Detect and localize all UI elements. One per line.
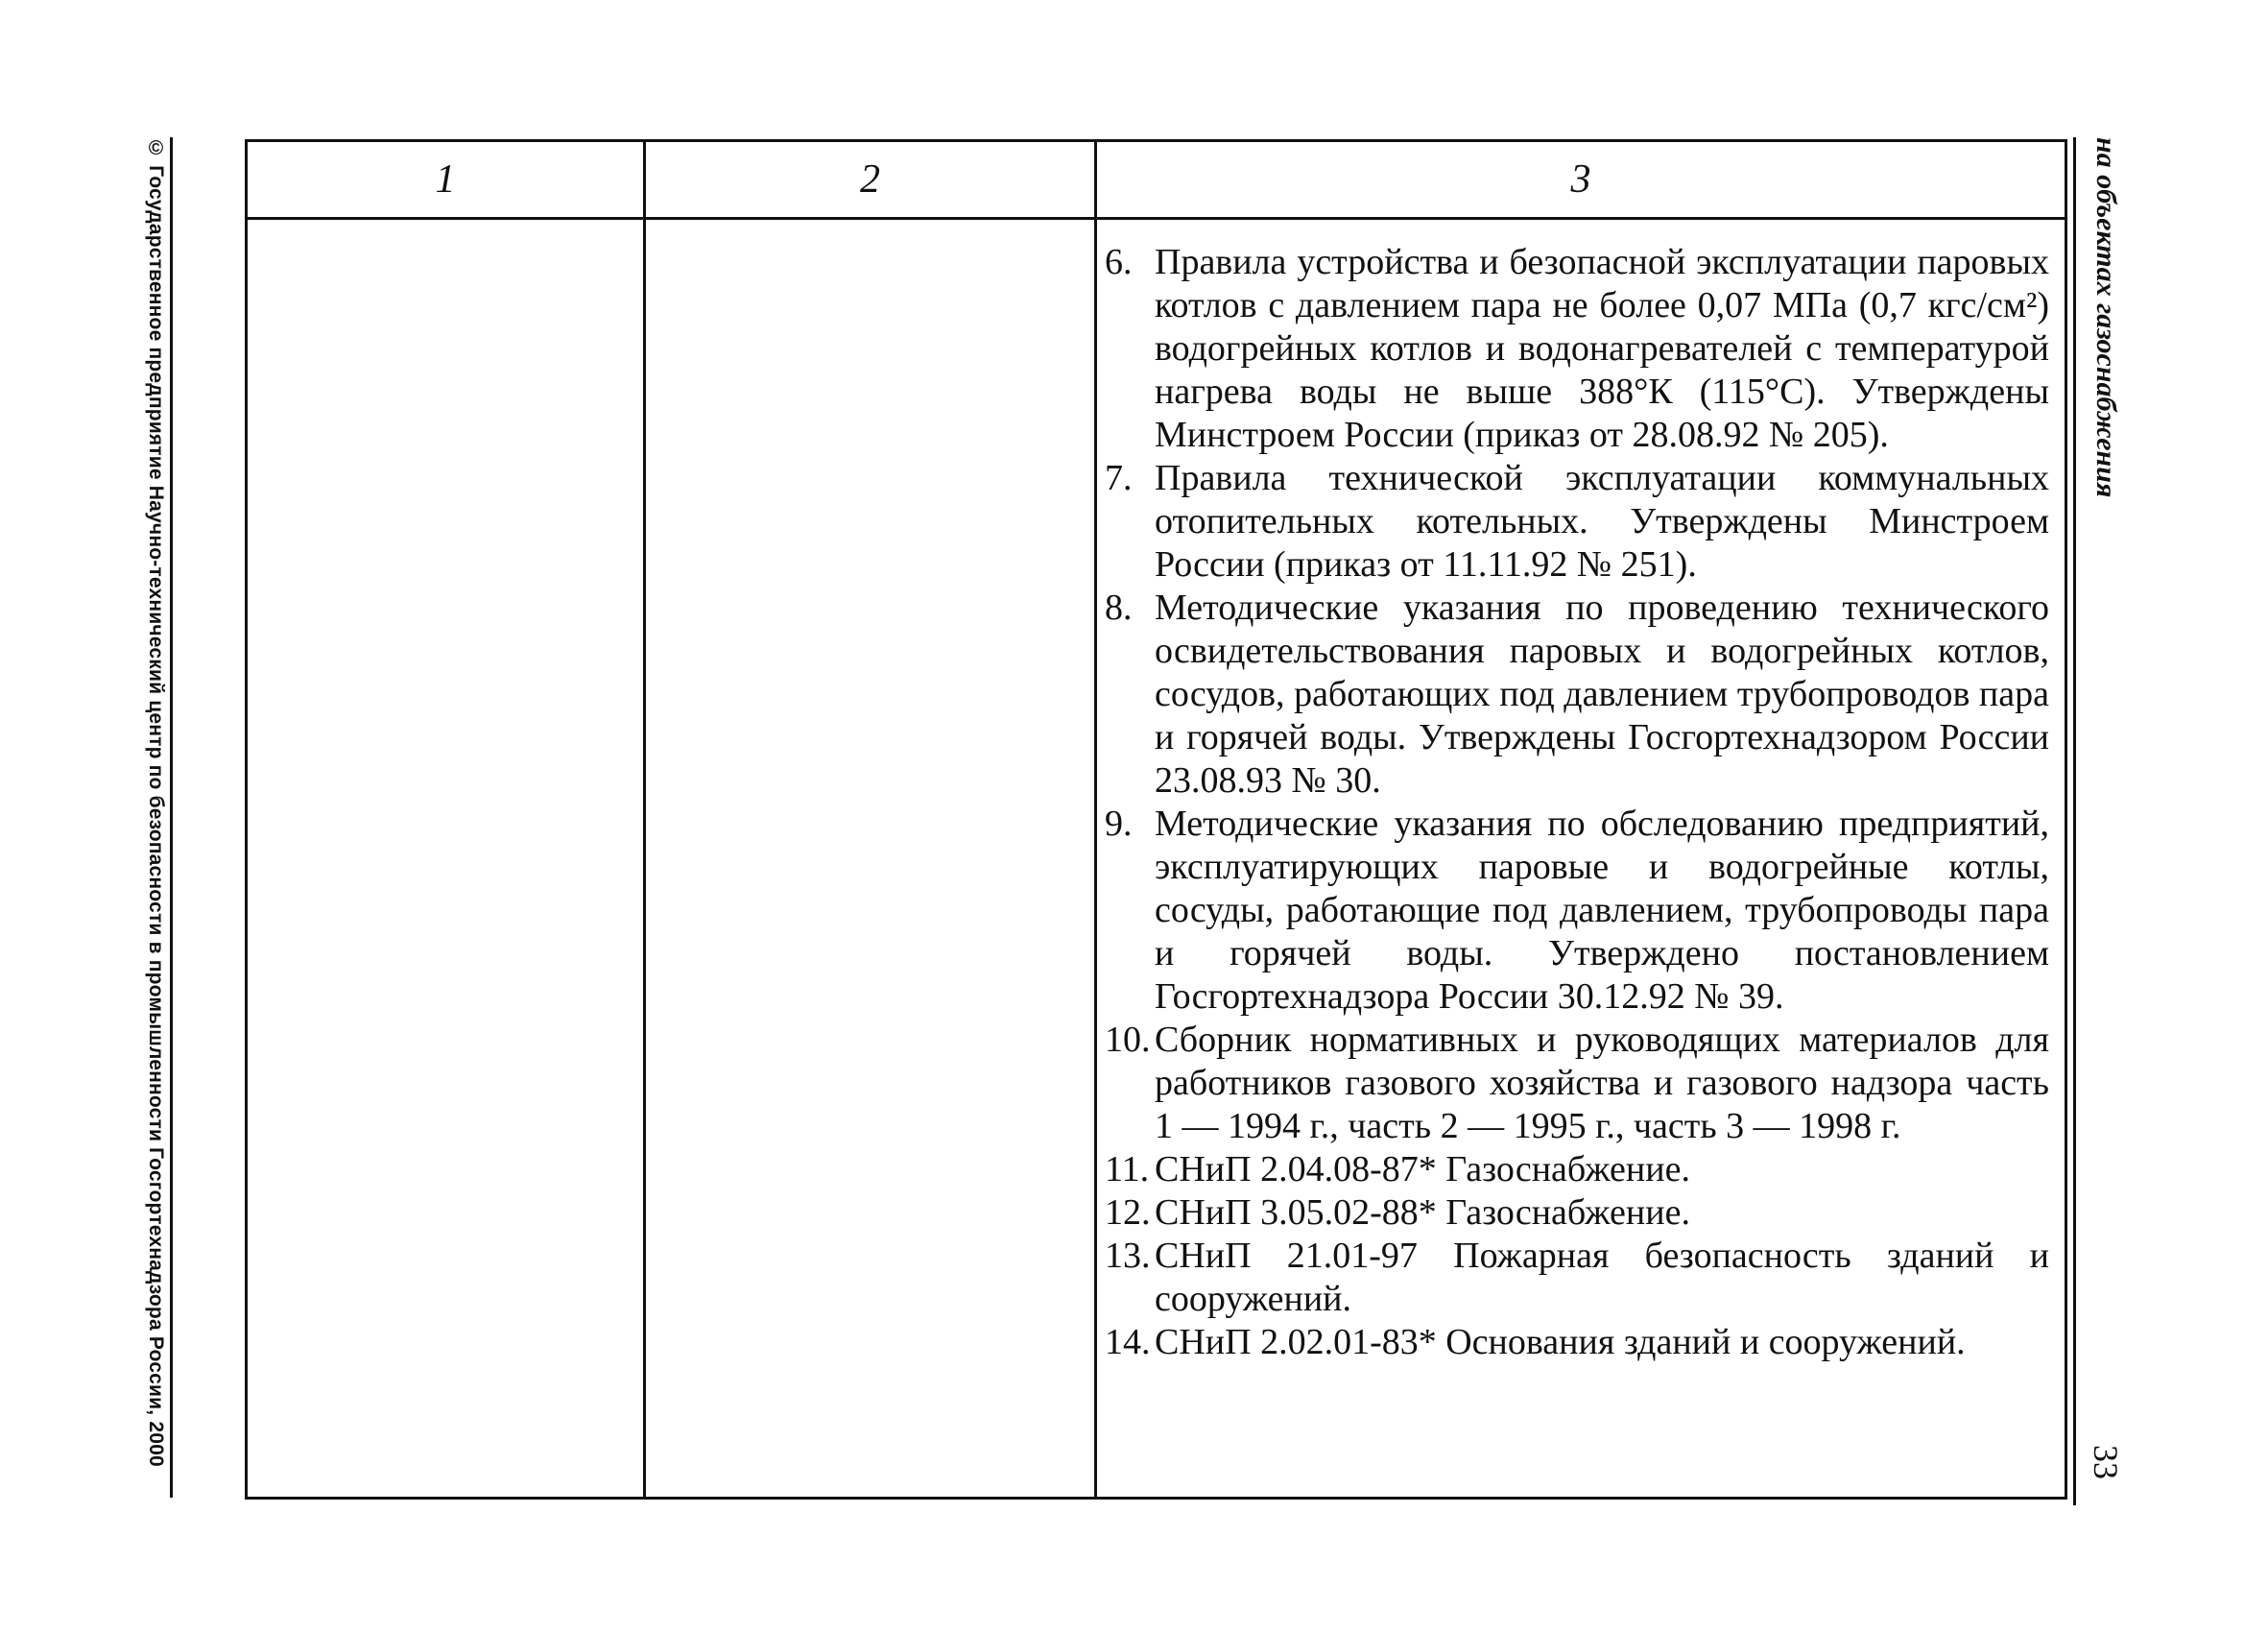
list-item bbox=[1105, 587, 2049, 803]
list-item bbox=[1105, 1019, 2049, 1148]
item-number: 12. bbox=[1105, 1192, 1151, 1233]
item-text: Правила устройства и безопасной эксплуатации паровых котлов с давлением пара не более 0,07 МПа (0,7 кгс/см²) водогрейных котлов и водонагревателей с температурой нагрева воды не выше 388°К (115°С). Утверждены Минстроем России (приказ от 28.08.92 № 205). bbox=[1155, 242, 2049, 455]
table-header-row bbox=[247, 141, 2066, 219]
item-number: 13. bbox=[1105, 1236, 1151, 1276]
item-number: 14. bbox=[1105, 1322, 1151, 1362]
list-item bbox=[1105, 241, 2049, 457]
item-text: Правила технической эксплуатации коммунальных отопительных котельных. Утверждены Минстроем России (приказ от 11.11.92 № 251). bbox=[1155, 458, 2049, 585]
table-row bbox=[247, 219, 2066, 1499]
item-number: 10. bbox=[1105, 1020, 1151, 1060]
item-number: 9. bbox=[1105, 804, 1133, 844]
column-3-cell bbox=[1096, 219, 2066, 1499]
left-margin-copyright bbox=[142, 137, 171, 1498]
right-margin-rule bbox=[2073, 137, 2076, 1505]
column-2-cell bbox=[645, 219, 1096, 1499]
right-margin bbox=[2073, 137, 2131, 1505]
column-1-cell bbox=[247, 219, 645, 1499]
item-text: СНиП 3.05.02-88* Газоснабжение. bbox=[1155, 1192, 1690, 1233]
copyright-text: © Государственное предприятие Научно-технический центр по безопасности в промышленности Госгортехнадзора России, 2000 bbox=[145, 137, 167, 1467]
item-number: 8. bbox=[1105, 588, 1133, 628]
list-item bbox=[1105, 1191, 2049, 1235]
list-item bbox=[1105, 457, 2049, 587]
column-header-3: 3 bbox=[1096, 141, 2066, 219]
column-header-2: 2 bbox=[645, 141, 1096, 219]
page-number: 33 bbox=[2087, 1445, 2125, 1479]
item-text: Сборник нормативных и руководящих материалов для работников газового хозяйства и газового надзора часть 1 — 1994 г., часть 2 — 1995 г., часть 3 — 1998 г. bbox=[1155, 1020, 2049, 1146]
item-text: СНиП 2.02.01-83* Основания зданий и сооружений. bbox=[1155, 1322, 1966, 1362]
document-table bbox=[245, 139, 2067, 1500]
list-item bbox=[1105, 1148, 2049, 1191]
item-text: Методические указания по обследованию предприятий, эксплуатирующих паровые и водогрейные котлы, сосуды, работающие под давлением, трубопроводы пара и горячей воды. Утверждено постановлением Госгортехнадзора России 30.12.92 № 39. bbox=[1155, 804, 2049, 1017]
column-header-1: 1 bbox=[247, 141, 645, 219]
item-number: 11. bbox=[1105, 1149, 1150, 1189]
item-number: 7. bbox=[1105, 458, 1133, 498]
item-number: 6. bbox=[1105, 242, 1133, 282]
references-list bbox=[1097, 220, 2065, 1364]
list-item bbox=[1105, 803, 2049, 1019]
item-text: СНиП 2.04.08-87* Газоснабжение. bbox=[1155, 1149, 1690, 1189]
list-item bbox=[1105, 1321, 2049, 1364]
item-text: Методические указания по проведению технического освидетельствования паровых и водогрейных котлов, сосудов, работающих под давлением трубопроводов пара и горячей воды. Утверждены Госгортехнадзором России 23.08.93 № 30. bbox=[1155, 588, 2049, 801]
left-margin-rule bbox=[170, 137, 173, 1498]
running-header: на объектах газоснабжения bbox=[2090, 137, 2122, 498]
item-text: СНиП 21.01-97 Пожарная безопасность зданий и сооружений. bbox=[1155, 1236, 2049, 1319]
list-item bbox=[1105, 1235, 2049, 1321]
